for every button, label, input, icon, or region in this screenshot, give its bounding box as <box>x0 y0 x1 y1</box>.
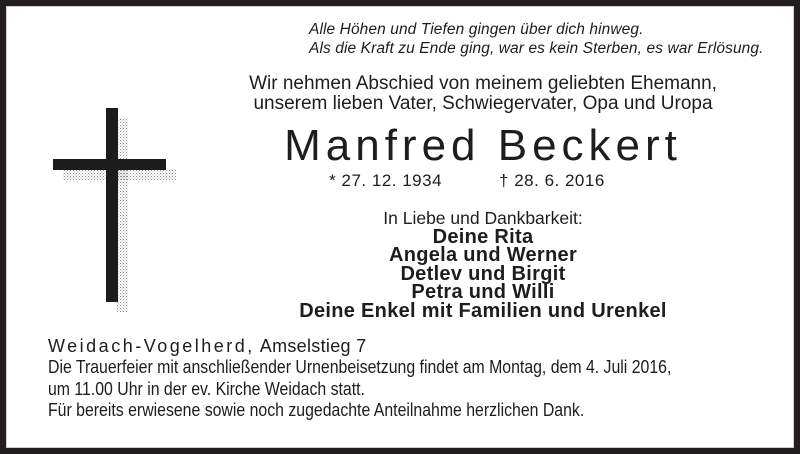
farewell-intro <box>163 74 800 114</box>
funeral-info <box>48 357 671 422</box>
death-date: † 28. 6. 2016 <box>499 171 605 190</box>
mourners-block <box>163 209 800 320</box>
mourner-line: Deine Enkel mit Familien und Urenkel <box>299 299 667 322</box>
life-dates <box>163 171 800 191</box>
deceased-name: Manfred Beckert <box>284 121 682 170</box>
dedication-line: In Liebe und Dankbarkeit: <box>383 208 583 228</box>
thanks-line: Für bereits erwiesene sowie noch zugedachte Anteilnahme herzlichen Dank. <box>48 400 585 420</box>
mourner-line: Petra und Willi <box>411 281 555 303</box>
address-line <box>48 336 366 358</box>
address-street: Amselstieg 7 <box>259 336 367 356</box>
address-place: Weidach-Vogelherd, <box>48 336 255 356</box>
epitaph-quote-line: Alle Höhen und Tiefen gingen über dich hinweg. <box>309 21 644 38</box>
mourner-line: Detlev und Birgit <box>400 262 566 285</box>
mourner-line: Deine Rita <box>432 225 534 248</box>
farewell-intro-line: unserem lieben Vater, Schwiegervater, Opa und Uropa <box>253 93 713 114</box>
epitaph-quote <box>309 20 764 58</box>
cross-bar-horizontal <box>53 159 166 170</box>
cross-bar-vertical <box>106 108 118 302</box>
birth-date: * 27. 12. 1934 <box>329 171 443 190</box>
mourner-line: Angela und Werner <box>388 244 578 266</box>
farewell-intro-line: Wir nehmen Abschied von meinem geliebten Ehemann, <box>249 73 717 94</box>
cross-shadow-horizontal <box>63 169 176 180</box>
epitaph-quote-line: Als die Kraft zu Ende ging, war es kein Sterben, es war Erlösung. <box>309 40 764 57</box>
life-dates-row <box>329 171 605 191</box>
funeral-info-line: Die Trauerfeier mit anschließender Urnenbeisetzung findet am Montag, dem 4. Juli 2016, <box>48 357 672 377</box>
funeral-info-line: um 11.00 Uhr in der ev. Kirche Weidach statt. <box>48 378 365 399</box>
